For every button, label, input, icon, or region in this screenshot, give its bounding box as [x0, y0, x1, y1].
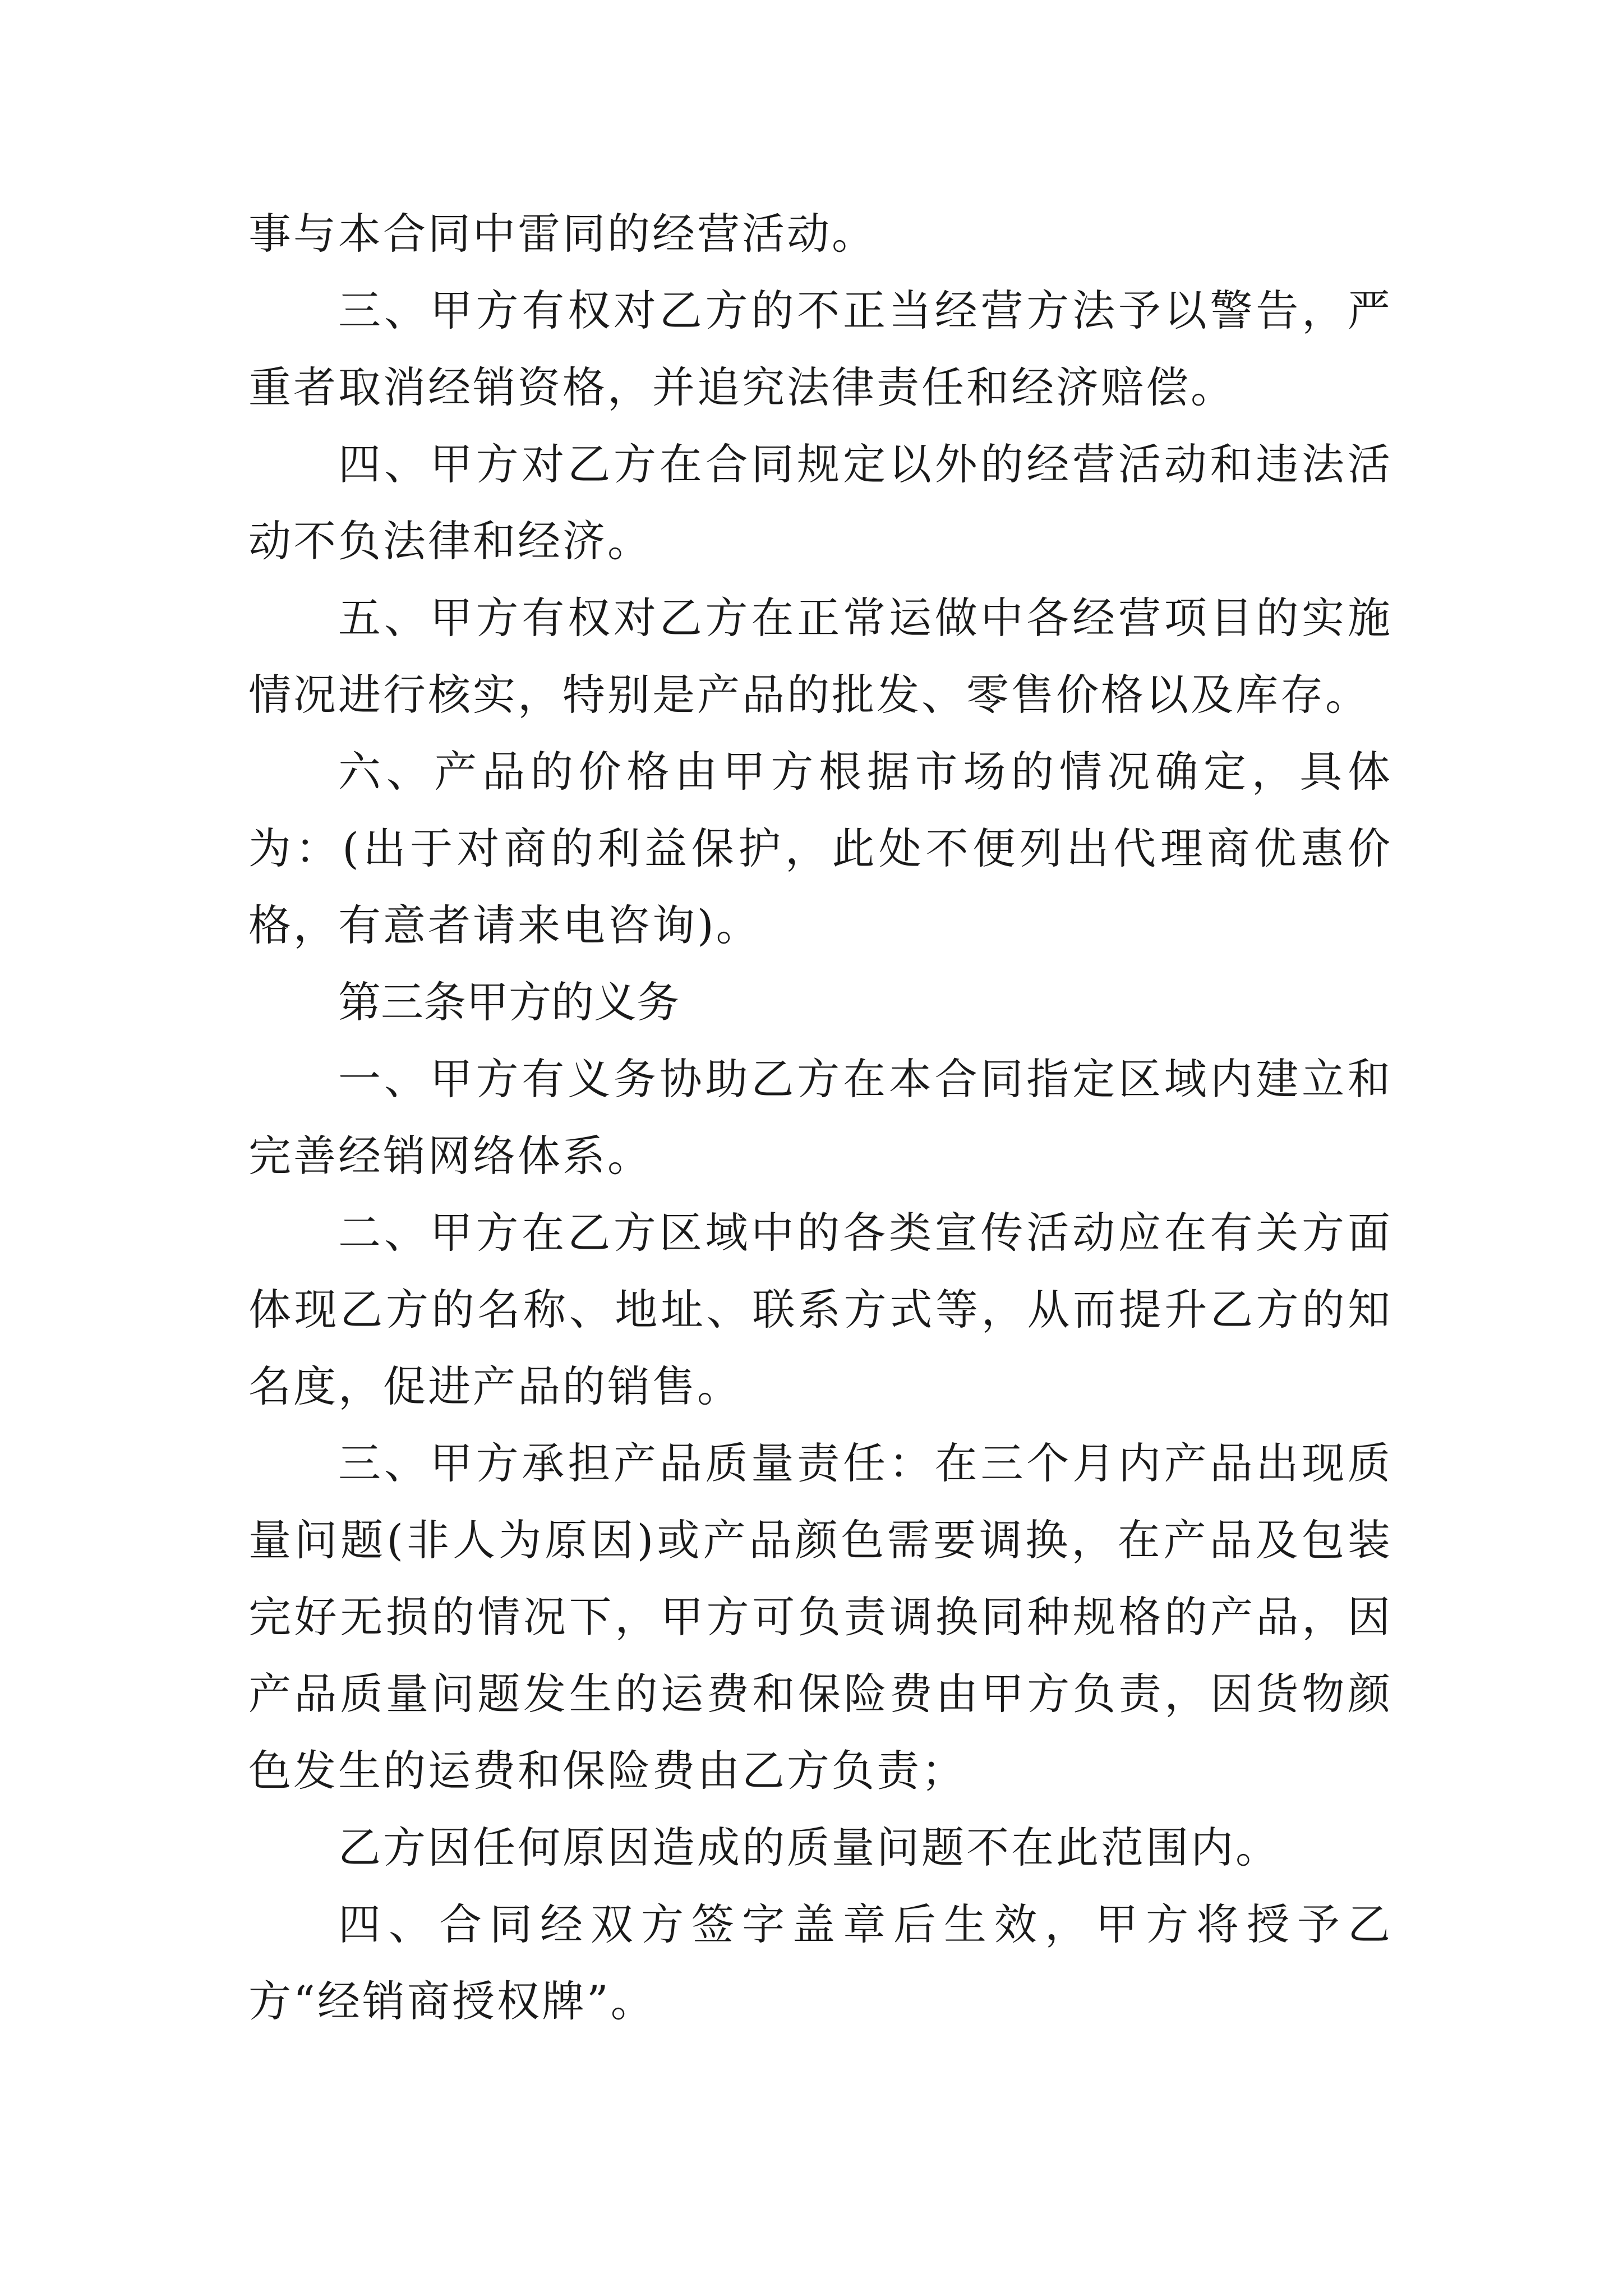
paragraph-continuation: 事与本合同中雷同的经营活动。	[248, 209, 877, 259]
paragraph-obligation-3-note: 乙方因任何原因造成的质量问题不在此范围内。	[338, 1823, 1280, 1872]
paragraph-obligation-3: 三、甲方承担产品质量责任：在三个月内产品出现质量问题(非人为原因)或产品颜色需要调换，在产品及包装完好无损的情况下，甲方可负责调换同种规格的产品，因产品质量问题发生的运费和保险费由甲方负责，因货物颜色发生的运费和保险费由乙方负责；	[248, 1438, 1393, 1796]
paragraph-clause-3: 三、甲方有权对乙方的不正当经营方法予以警告，严重者取消经销资格，并追究法律责任和经济赔偿。	[248, 286, 1393, 412]
section-heading: 第三条甲方的义务	[338, 977, 679, 1027]
paragraph-clause-6: 六、产品的价格由甲方根据市场的情况确定，具体为：(出于对商的利益保护，此处不便列出代理商优惠价格，有意者请来电咨询)。	[248, 747, 1393, 950]
paragraph-obligation-4: 四、合同经双方签字盖章后生效，甲方将授予乙方“经销商授权牌”。	[248, 1899, 1393, 2026]
document-body	[248, 195, 1393, 2040]
paragraph-clause-4: 四、甲方对乙方在合同规定以外的经营活动和违法活动不负法律和经济。	[248, 439, 1393, 566]
paragraph-obligation-1: 一、甲方有义务协助乙方在本合同指定区域内建立和完善经销网络体系。	[248, 1054, 1393, 1181]
paragraph-obligation-2: 二、甲方在乙方区域中的各类宣传活动应在有关方面体现乙方的名称、地址、联系方式等，从而提升乙方的知名度，促进产品的销售。	[248, 1208, 1393, 1411]
paragraph-clause-5: 五、甲方有权对乙方在正常运做中各经营项目的实施情况进行核实，特别是产品的批发、零售价格以及库存。	[248, 593, 1393, 720]
